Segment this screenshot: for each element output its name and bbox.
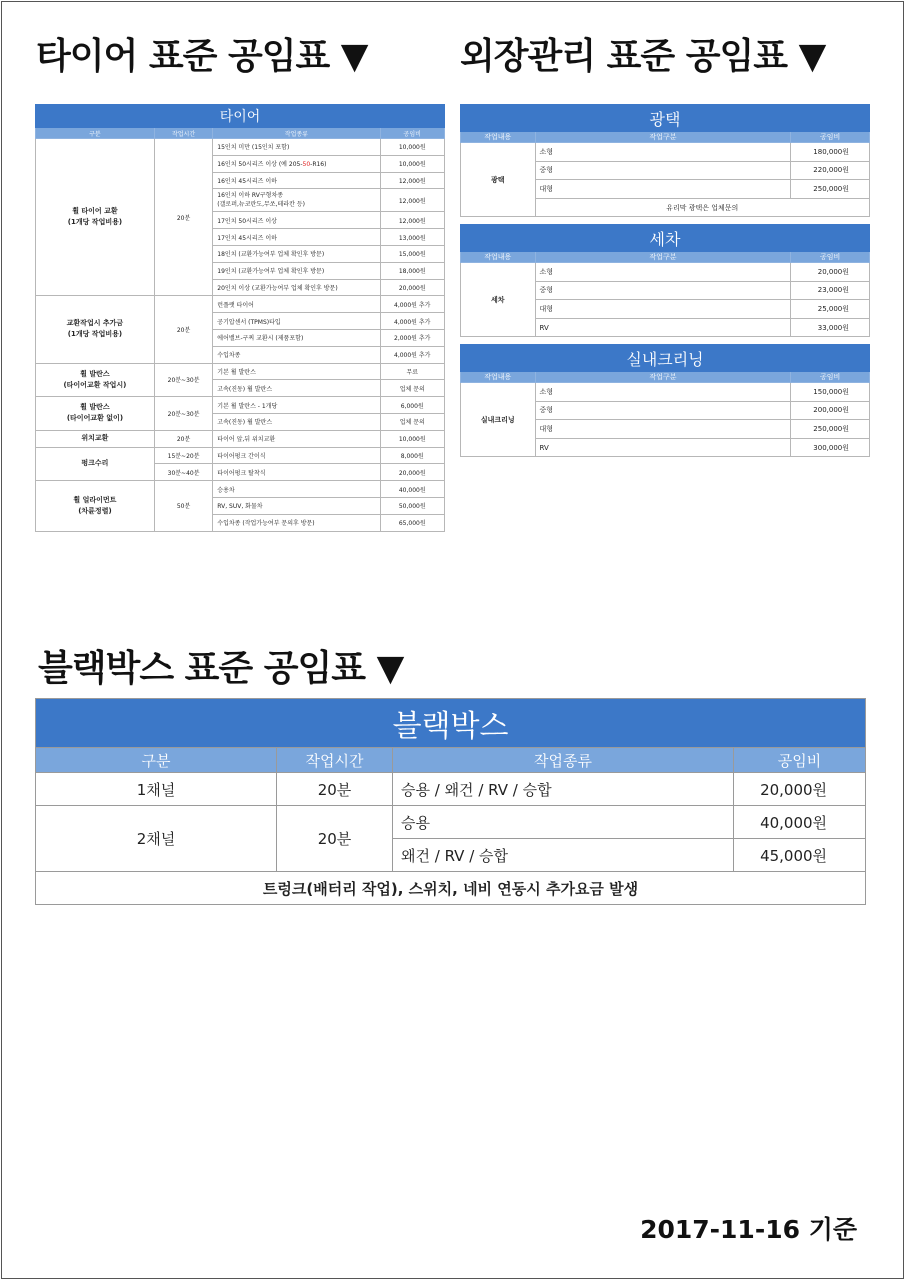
exterior-section-heading: 외장관리 표준 공임표 ▼ — [460, 36, 826, 77]
gloss-price: 250,000원 — [791, 180, 870, 199]
blackbox-section-heading: 블랙박스 표준 공임표 ▼ — [38, 648, 404, 689]
blackbox-work: 왜건 / RV / 승합 — [393, 839, 734, 872]
tire-work-type: 기본 휠 발란스 - 1개당 — [213, 397, 380, 414]
tire-header-category: 구분 — [36, 128, 155, 139]
tire-price: 20,000원 — [380, 464, 445, 481]
tire-header-work: 작업종류 — [213, 128, 380, 139]
tire-work-type: 승용차 — [213, 481, 380, 498]
tire-group-label: 위치교환 — [36, 430, 155, 447]
table-row — [36, 430, 445, 447]
tire-price: 13,000원 — [380, 229, 445, 246]
table-row — [36, 397, 445, 414]
gloss-size: 대형 — [535, 180, 791, 199]
wash-size: 소형 — [535, 263, 791, 282]
tire-price: 40,000원 — [380, 481, 445, 498]
interior-table-title: 실내크리닝 — [461, 345, 870, 372]
tire-table-title: 타이어 — [36, 105, 445, 128]
tire-group-time: 15분~20분 — [154, 447, 212, 464]
tire-price: 10,000원 — [380, 430, 445, 447]
tire-price: 4,000원 추가 — [380, 313, 445, 330]
interior-price: 150,000원 — [791, 383, 870, 402]
blackbox-price: 20,000원 — [734, 773, 866, 806]
tire-work-type: 수입차종 — [213, 346, 380, 363]
blackbox-work: 승용 / 왜건 / RV / 승합 — [393, 773, 734, 806]
tire-group-label: 휠 얼라이먼트 (차륜정렬) — [36, 481, 155, 531]
blackbox-channel: 2채널 — [36, 806, 277, 872]
tire-price: 12,000원 — [380, 212, 445, 229]
gloss-price: 220,000원 — [791, 161, 870, 180]
gloss-header-price: 공임비 — [791, 132, 870, 143]
tire-work-type: 수입차종 (작업가능여부 문의후 방문) — [213, 514, 380, 531]
gloss-price: 180,000원 — [791, 143, 870, 162]
interior-size: 소형 — [535, 383, 791, 402]
interior-cleaning-price-table — [460, 344, 870, 457]
blackbox-header-work: 작업종류 — [393, 748, 734, 773]
tire-work-type — [213, 155, 380, 172]
tire-group-time: 30분~40분 — [154, 464, 212, 481]
interior-price: 300,000원 — [791, 438, 870, 457]
blackbox-header-price: 공임비 — [734, 748, 866, 773]
tire-price: 6,000원 — [380, 397, 445, 414]
gloss-group-label: 광택 — [461, 143, 536, 217]
wash-size: 중형 — [535, 281, 791, 300]
wash-group-label: 세차 — [461, 263, 536, 337]
blackbox-header-category: 구분 — [36, 748, 277, 773]
tire-work-type: 런플랫 타이어 — [213, 296, 380, 313]
tire-group-time: 20분 — [154, 430, 212, 447]
wash-price: 20,000원 — [791, 263, 870, 282]
tire-header-time: 작업시간 — [154, 128, 212, 139]
tire-group-time: 20분 — [154, 139, 212, 296]
wash-size: 대형 — [535, 300, 791, 319]
wash-price: 23,000원 — [791, 281, 870, 300]
tire-price: 15,000원 — [380, 245, 445, 262]
tire-group-time: 20분~30분 — [154, 363, 212, 397]
table-row — [36, 447, 445, 464]
gloss-header-type: 작업구분 — [535, 132, 791, 143]
interior-header-work: 작업내용 — [461, 372, 536, 383]
gloss-header-work: 작업내용 — [461, 132, 536, 143]
tire-price: 12,000원 — [380, 189, 445, 212]
tire-work-type: 고속(진동) 휠 발란스 — [213, 413, 380, 430]
tire-work-type: 17인치 50시리즈 이상 — [213, 212, 380, 229]
blackbox-note: 트렁크(배터리 작업), 스위치, 네비 연동시 추가요금 발생 — [36, 872, 866, 905]
tire-work-type: 16인치 이하 RV구형차종 (갤로퍼,뉴코란도,무쏘,테라칸 등) — [213, 189, 380, 212]
blackbox-price-table — [35, 698, 866, 905]
wash-header-work: 작업내용 — [461, 252, 536, 263]
tire-price: 무료 — [380, 363, 445, 380]
tire-price: 8,000원 — [380, 447, 445, 464]
tire-work-type: 타이어 앞,뒤 위치교환 — [213, 430, 380, 447]
blackbox-channel: 1채널 — [36, 773, 277, 806]
tire-work-type: 19인치 (교환가능여부 업체 확인후 방문) — [213, 262, 380, 279]
gloss-table-title: 광택 — [461, 105, 870, 132]
gloss-size: 소형 — [535, 143, 791, 162]
tire-group-label: 휠 발란스 (타이어교환 없이) — [36, 397, 155, 431]
interior-price: 200,000원 — [791, 401, 870, 420]
wash-header-type: 작업구분 — [535, 252, 791, 263]
wash-price: 25,000원 — [791, 300, 870, 319]
interior-size: 대형 — [535, 420, 791, 439]
tire-work-type: 타이어펑크 간이식 — [213, 447, 380, 464]
blackbox-price: 45,000원 — [734, 839, 866, 872]
gloss-note: 유리막 광택은 업체문의 — [535, 198, 869, 217]
tire-price: 4,000원 추가 — [380, 346, 445, 363]
blackbox-time: 20분 — [277, 773, 393, 806]
interior-header-type: 작업구분 — [535, 372, 791, 383]
tire-price: 50,000원 — [380, 497, 445, 514]
tire-price: 20,000원 — [380, 279, 445, 296]
tire-work-highlight: 50 — [302, 161, 311, 169]
wash-table-title: 세차 — [461, 225, 870, 252]
tire-work-type: 고속(진동) 휠 발란스 — [213, 380, 380, 397]
blackbox-work: 승용 — [393, 806, 734, 839]
wash-price: 33,000원 — [791, 318, 870, 337]
blackbox-header-time: 작업시간 — [277, 748, 393, 773]
wash-price-table — [460, 224, 870, 337]
tire-price: 10,000원 — [380, 155, 445, 172]
tire-group-time: 20분~30분 — [154, 397, 212, 431]
tire-group-label: 휠 발란스 (타이어교환 작업시) — [36, 363, 155, 397]
blackbox-price: 40,000원 — [734, 806, 866, 839]
interior-group-label: 실내크리닝 — [461, 383, 536, 457]
tire-group-time: 50분 — [154, 481, 212, 531]
table-row — [36, 481, 445, 498]
tire-work-type: 16인치 45시리즈 이하 — [213, 172, 380, 189]
wash-size: RV — [535, 318, 791, 337]
wash-header-price: 공임비 — [791, 252, 870, 263]
tire-price: 업체 문의 — [380, 380, 445, 397]
blackbox-table-title: 블랙박스 — [36, 699, 866, 748]
table-row — [36, 139, 445, 156]
tire-price: 65,000원 — [380, 514, 445, 531]
tire-price: 4,000원 추가 — [380, 296, 445, 313]
interior-size: RV — [535, 438, 791, 457]
tire-work-text: 16인치 50시리즈 이상 (예 205- — [217, 161, 303, 169]
tire-price: 업체 문의 — [380, 413, 445, 430]
tire-work-type: 15인치 미만 (15인치 포함) — [213, 139, 380, 156]
tire-work-type: 공기압센서 (TPMS)타입 — [213, 313, 380, 330]
tire-header-price: 공임비 — [380, 128, 445, 139]
tire-group-time: 20분 — [154, 296, 212, 363]
tire-section-heading: 타이어 표준 공임표 ▼ — [36, 36, 368, 77]
effective-date: 2017-11-16 기준 — [640, 1215, 857, 1244]
tire-price: 2,000원 추가 — [380, 329, 445, 346]
gloss-size: 중형 — [535, 161, 791, 180]
tire-work-type: 기본 휠 발란스 — [213, 363, 380, 380]
table-row — [36, 363, 445, 380]
tire-work-type: RV, SUV, 화물차 — [213, 497, 380, 514]
interior-header-price: 공임비 — [791, 372, 870, 383]
tire-price: 12,000원 — [380, 172, 445, 189]
gloss-price-table — [460, 104, 870, 217]
tire-work-type: 17인치 45시리즈 이하 — [213, 229, 380, 246]
blackbox-time: 20분 — [277, 806, 393, 872]
interior-price: 250,000원 — [791, 420, 870, 439]
tire-price-table — [35, 104, 445, 532]
interior-size: 중형 — [535, 401, 791, 420]
tire-work-text: -R16) — [310, 161, 327, 169]
tire-price: 18,000원 — [380, 262, 445, 279]
tire-group-label: 펑크수리 — [36, 447, 155, 481]
tire-work-type: 타이어펑크 탈착식 — [213, 464, 380, 481]
table-row — [36, 296, 445, 313]
tire-group-label: 휠 타이어 교환 (1개당 작업비용) — [36, 139, 155, 296]
tire-work-type: 20인치 이상 (교환가능여부 업체 확인후 방문) — [213, 279, 380, 296]
tire-group-label: 교환작업시 추가금 (1개당 작업비용) — [36, 296, 155, 363]
tire-price: 10,000원 — [380, 139, 445, 156]
tire-work-type: 18인치 (교환가능여부 업체 확인후 방문) — [213, 245, 380, 262]
tire-work-type: 에어밸브-구찌 교환시 (제품포함) — [213, 329, 380, 346]
